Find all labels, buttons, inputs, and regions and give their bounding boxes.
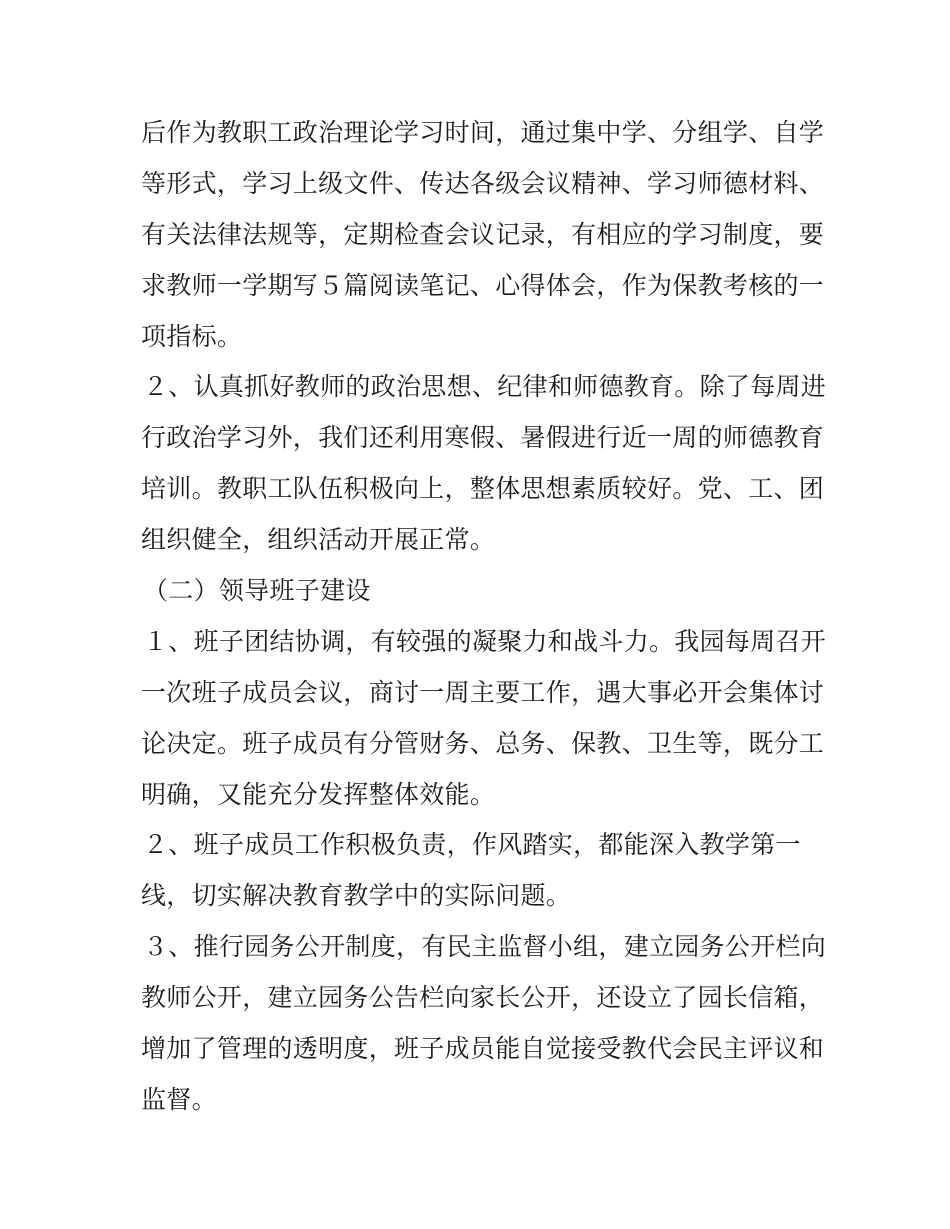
text-line: 论决定。班子成员有分管财务、总务、保教、卫生等，既分工: [141, 728, 825, 758]
text-line: 求教师一学期写５篇阅读笔记、心得体会，作为保教考核的一: [141, 270, 825, 300]
text-line: 监督。: [141, 1084, 217, 1114]
text-line: 项指标。: [141, 321, 243, 351]
section-heading: （二）领导班子建设: [143, 576, 371, 606]
list-item-heading: １、班子团结协调，有较强的凝聚力和战斗力。我园每周召开: [143, 626, 827, 656]
text-line: 线，切实解决教育教学中的实际问题。: [141, 881, 572, 911]
text-line: 等形式，学习上级文件、传达各级会议精神、学习师德材料、: [141, 168, 825, 198]
text-line: 培训。教职工队伍积极向上，整体思想素质较好。党、工、团: [141, 474, 825, 504]
text-line: 增加了管理的透明度，班子成员能自觉接受教代会民主评议和: [141, 1034, 825, 1064]
text-line: 行政治学习外，我们还利用寒假、暑假进行近一周的师德教育: [141, 423, 825, 453]
text-line: 组织健全，组织活动开展正常。: [141, 525, 496, 555]
list-item-heading: ２、班子成员工作积极负责，作风踏实，都能深入教学第一: [143, 830, 801, 860]
text-line: 明确，又能充分发挥整体效能。: [141, 779, 496, 809]
text-line: 一次班子成员会议，商讨一周主要工作，遇大事必开会集体讨: [141, 677, 825, 707]
text-line: 后作为教职工政治理论学习时间，通过集中学、分组学、自学: [141, 118, 825, 147]
text-line: 教师公开，建立园务公告栏向家长公开，还设立了园长信箱，: [141, 983, 825, 1013]
text-line: 有关法律法规等，定期检查会议记录，有相应的学习制度，要: [141, 219, 825, 249]
list-item-heading: ２、认真抓好教师的政治思想、纪律和师德教育。除了每周进: [143, 372, 827, 402]
list-item-heading: ３、推行园务公开制度，有民主监督小组，建立园务公开栏向: [143, 932, 827, 962]
document-body: [141, 108, 827, 1126]
